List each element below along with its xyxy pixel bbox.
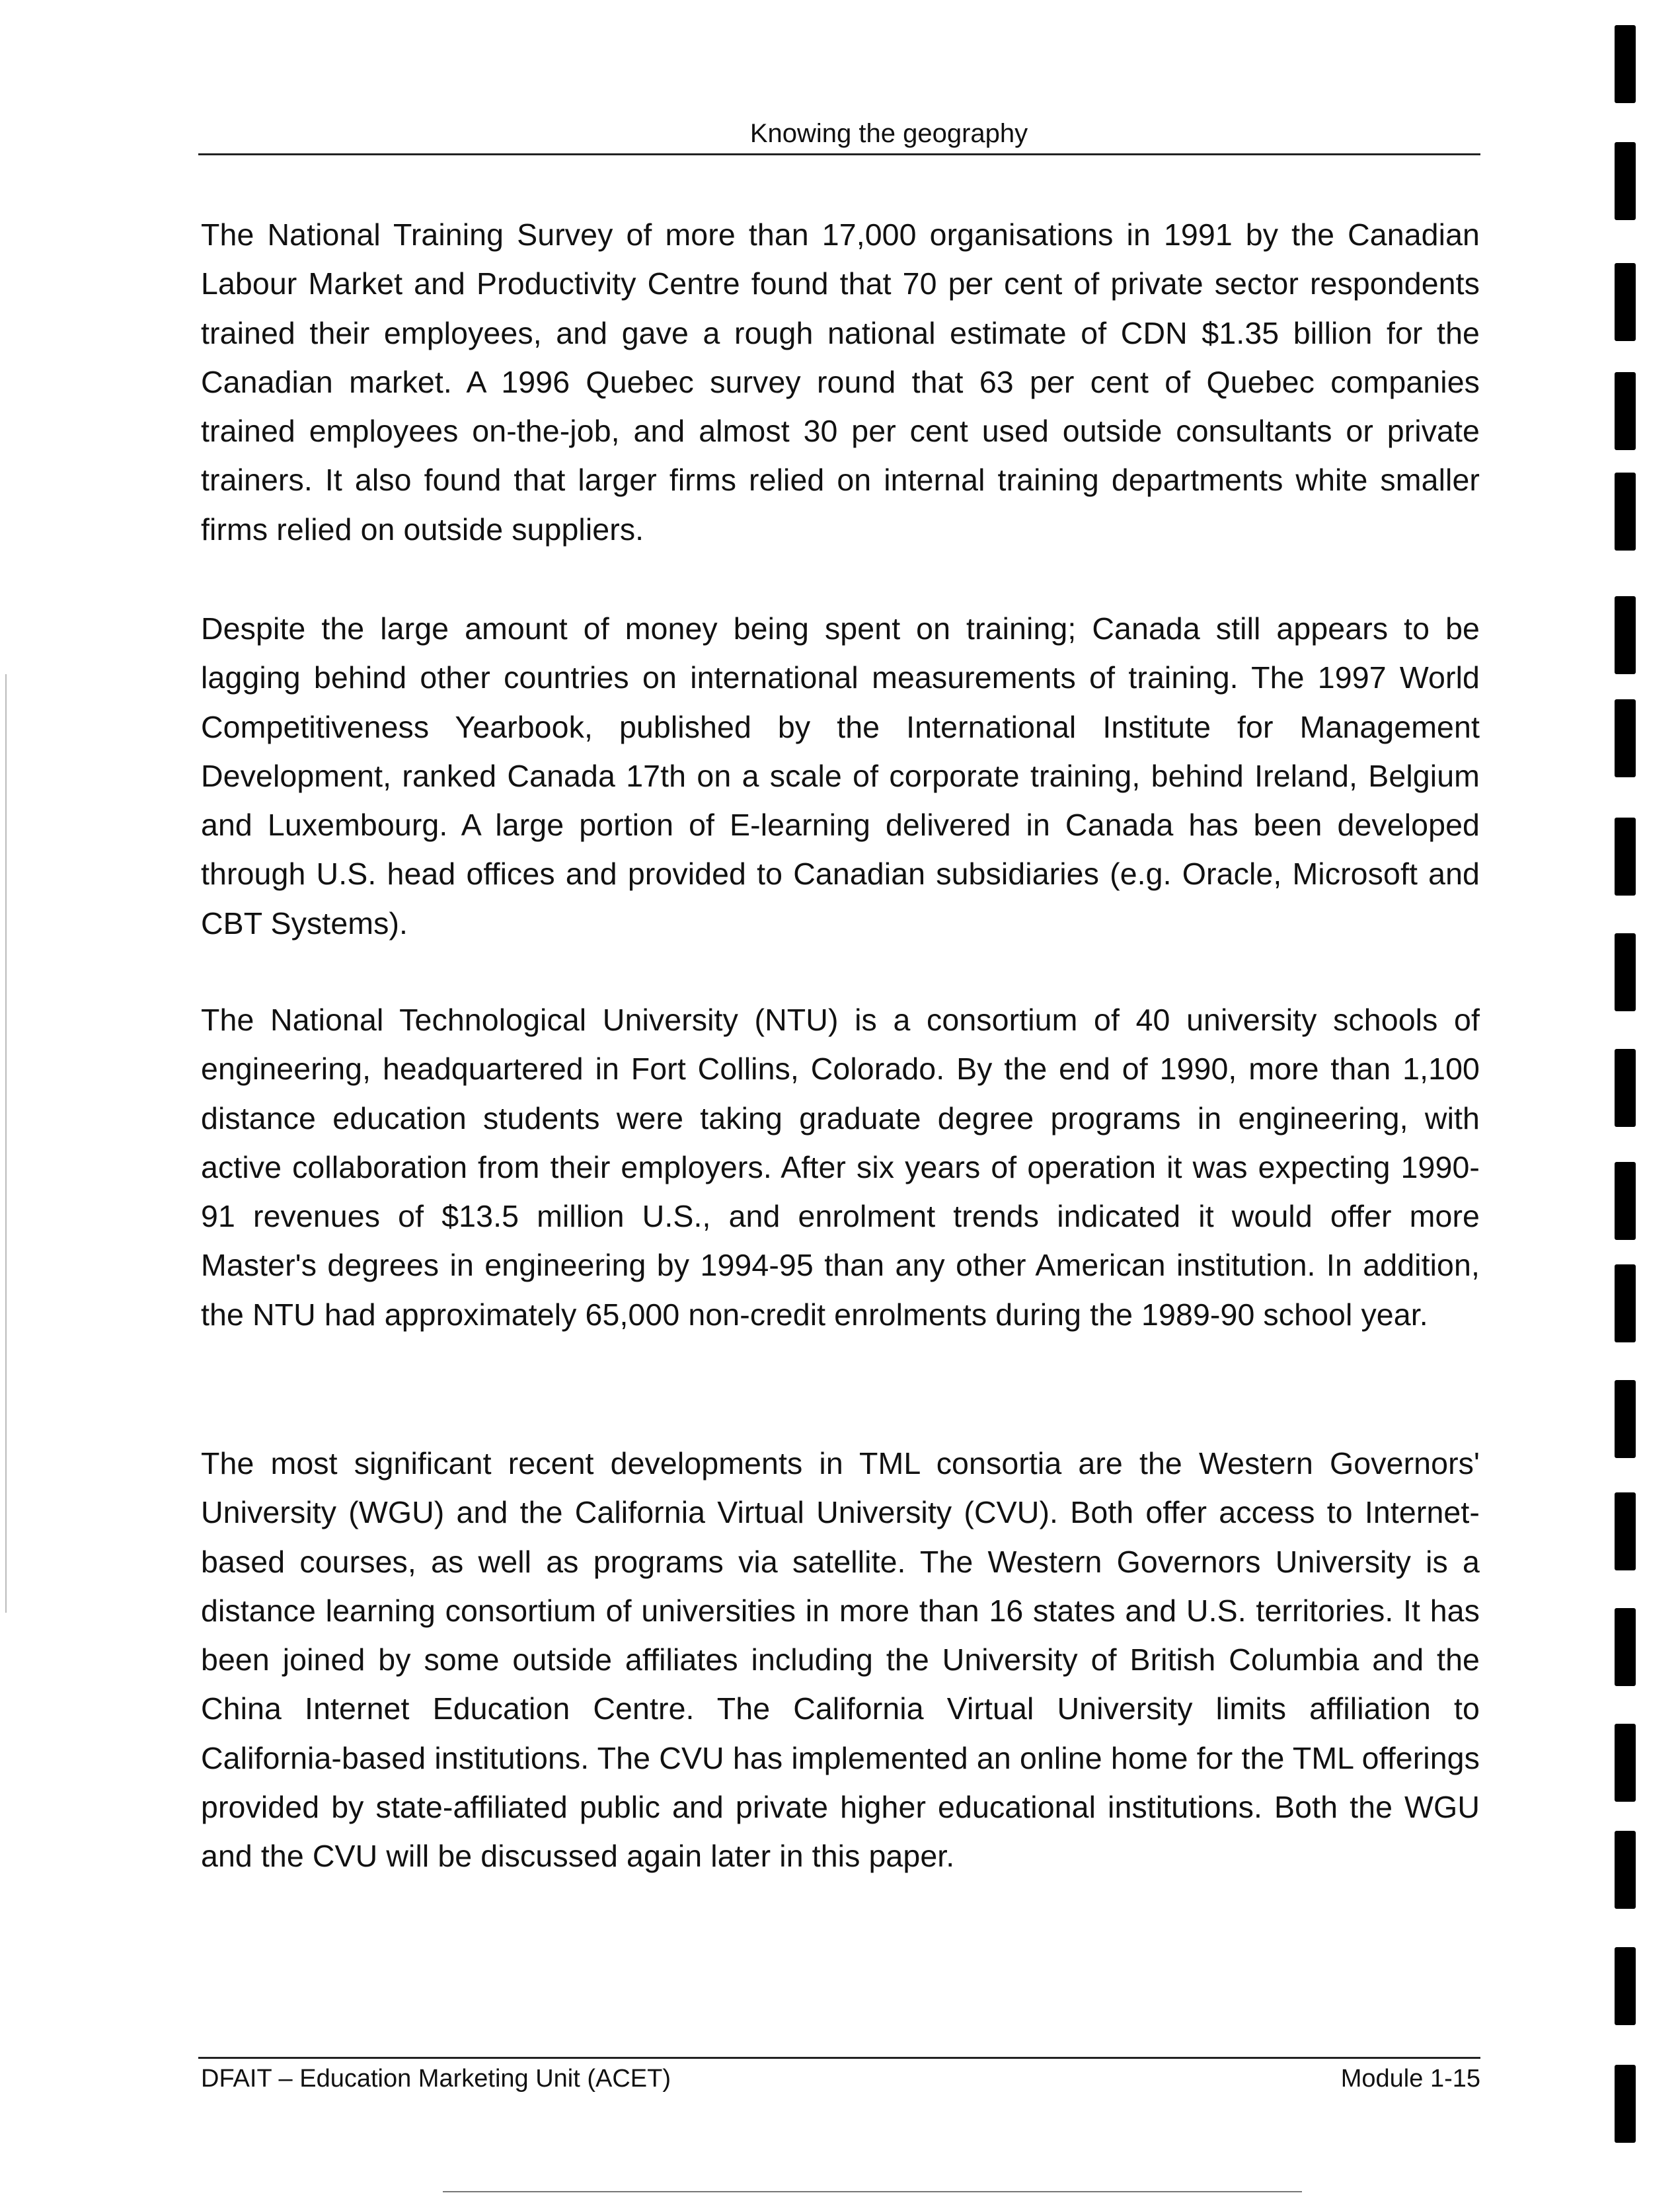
binding-hole-mark (1615, 1492, 1636, 1570)
binding-hole-mark (1615, 25, 1636, 103)
binding-hole-mark (1615, 1162, 1636, 1240)
binding-hole-mark (1615, 699, 1636, 777)
binding-hole-mark (1615, 142, 1636, 220)
footer-organization: DFAIT – Education Marketing Unit (ACET) (201, 2065, 671, 2093)
body-paragraph: The National Technological University (NTU) is a consortium of 40 university schools of engineering, headquartered in Fort Collins, Colorado. By the end of 1990, more than 1,100 distance education students were taking graduate degree programs in engineering, with active collaboration from their employers. After six years of operation it was expecting 1990-91 revenues of $13.5 million U.S., and enrolment trends indicated it would offer more Master's degrees in engineering by 1994-95 than any other American institution. In addition, the NTU had approximately 65,000 non-credit enrolments during the 1989-90 school year. (201, 1003, 1480, 1332)
scan-margin-line (5, 674, 7, 1613)
binding-hole-mark (1615, 933, 1636, 1011)
body-paragraph: The National Training Survey of more than 17,000 organisations in 1991 by the Canadian Labour Market and Productivity Centre found that 70 per cent of private sector respondents trained their employees, and gave a rough national estimate of CDN $1.35 billion for the Canadian market. A 1996 Quebec survey round that 63 per cent of Quebec companies trained employees on-the-job, and almost 30 per cent used outside consultants or private trainers. It also found that larger firms relied on internal training departments white smaller firms relied on outside suppliers. (201, 217, 1480, 547)
body-paragraph: The most significant recent developments in TML consortia are the Western Governors' University (WGU) and the California Virtual University (CVU). Both offer access to Internet-based courses, as well as programs via satellite. The Western Governors University is a distance learning consortium of universities in more than 16 states and U.S. territories. It has been joined by some outside affiliates including the University of British Columbia and the China Internet Education Centre. The California Virtual University limits affiliation to California-based institutions. The CVU has implemented an online home for the TML offerings provided by state-affiliated public and private higher educational institutions. Both the WGU and the CVU will be discussed again later in this paper. (201, 1446, 1480, 1874)
binding-hole-mark (1615, 596, 1636, 674)
binding-hole-mark (1615, 1724, 1636, 1802)
binding-hole-mark (1615, 1380, 1636, 1458)
footer-page-number: Module 1-15 (1340, 2065, 1480, 2093)
binding-hole-mark (1615, 1831, 1636, 1909)
binding-hole-mark (1615, 1264, 1636, 1342)
binding-hole-mark (1615, 818, 1636, 896)
scan-bottom-line (443, 2191, 1302, 2192)
footer-divider (198, 2057, 1480, 2059)
binding-hole-mark (1615, 372, 1636, 450)
body-paragraph: Despite the large amount of money being spent on training; Canada still appears to be lagging behind other countries on international measurements of training. The 1997 World Competitiveness Yearbook, published by the International Institute for Management Development, ranked Canada 17th on a scale of corporate training, behind Ireland, Belgium and Luxembourg. A large portion of E-learning delivered in Canada has been developed through U.S. head offices and provided to Canadian subsidiaries (e.g. Oracle, Microsoft and CBT Systems). (201, 611, 1480, 941)
binding-hole-mark (1615, 1947, 1636, 2025)
binding-hole-mark (1615, 1608, 1636, 1686)
binding-hole-mark (1615, 473, 1636, 551)
header-divider (198, 153, 1480, 155)
binding-hole-mark (1615, 263, 1636, 341)
page-header-title: Knowing the geography (749, 119, 1028, 148)
binding-hole-mark (1615, 2065, 1636, 2143)
binding-hole-mark (1615, 1049, 1636, 1127)
